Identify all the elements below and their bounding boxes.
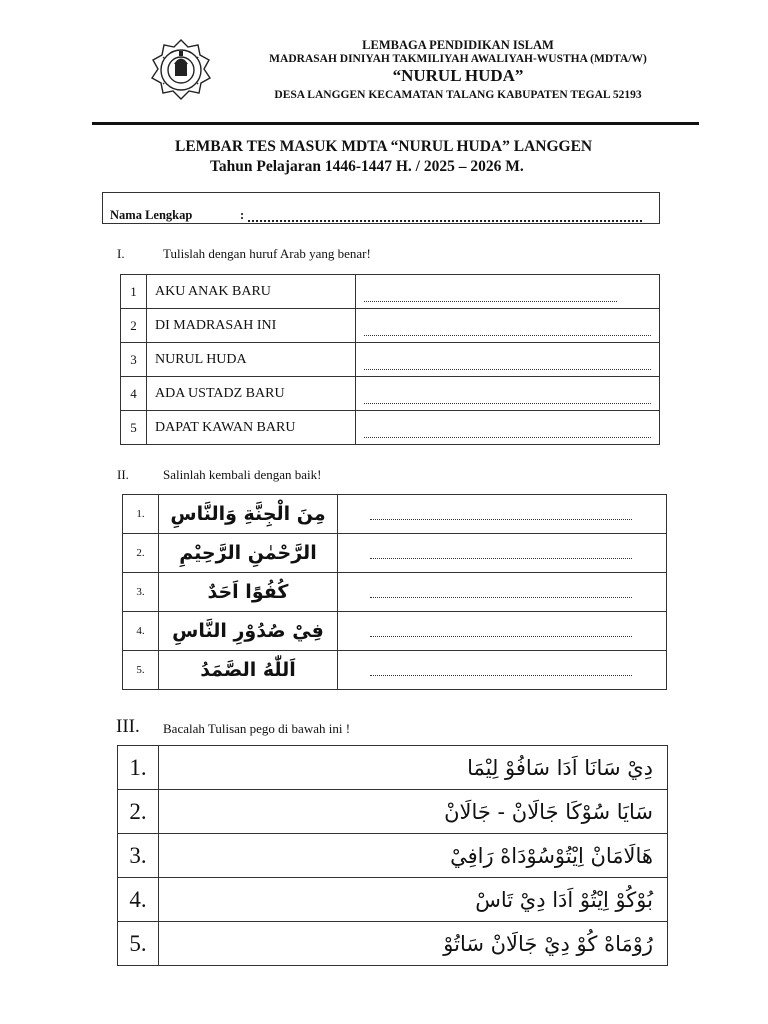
madrasah-name: MADRASAH DINIYAH TAKMILIYAH AWALIYAH-WUSTHA (MDTA/W) (269, 53, 647, 65)
table-row (121, 343, 660, 377)
section1-table (120, 274, 660, 445)
table-row (121, 275, 660, 309)
answer-line (364, 301, 617, 302)
pego-text: دِيْ سَانَا اَدَا سَافُوْ لِيْمَا (159, 746, 668, 790)
answer-cell[interactable] (338, 534, 667, 573)
arabic-text: الرَّحْمٰنِ الرَّحِيْمِ (159, 534, 338, 573)
pego-text: بُوْكُوْ اِيْتُوْ اَدَا دِيْ تَاسْ (159, 878, 668, 922)
table-row (123, 573, 667, 612)
svg-text:✦: ✦ (196, 55, 200, 60)
name-label: Nama Lengkap (110, 208, 193, 222)
section2-instruction: Salinlah kembali dengan baik! (163, 467, 322, 482)
header-divider (92, 122, 699, 125)
row-number: 1. (123, 495, 159, 534)
table-row (118, 790, 668, 834)
row-number: 2. (118, 790, 159, 834)
table-row (118, 834, 668, 878)
school-name: “NURUL HUDA” (392, 66, 524, 85)
table-row (118, 746, 668, 790)
row-number: 1. (118, 746, 159, 790)
answer-line (364, 335, 651, 336)
answer-line (364, 403, 651, 404)
row-number: 4 (121, 377, 147, 411)
section3-table (117, 745, 668, 966)
arabic-text: اَللّٰهُ الصَّمَدُ (159, 651, 338, 690)
table-row (118, 922, 668, 966)
phrase-text: DI MADRASAH INI (147, 309, 356, 343)
phrase-text: ADA USTADZ BARU (147, 377, 356, 411)
pego-text: سَايَا سُوْكَا جَالَانْ - جَالَانْ (159, 790, 668, 834)
row-number: 3. (123, 573, 159, 612)
answer-cell[interactable] (356, 275, 660, 309)
svg-text:✦: ✦ (196, 81, 200, 86)
section3-number: III. (116, 716, 140, 737)
section2-number: II. (117, 467, 129, 482)
table-row (118, 878, 668, 922)
answer-cell[interactable] (338, 651, 667, 690)
phrase-text: AKU ANAK BARU (147, 275, 356, 309)
phrase-text: NURUL HUDA (147, 343, 356, 377)
answer-cell[interactable] (356, 411, 660, 445)
row-number: 3 (121, 343, 147, 377)
answer-line (370, 558, 632, 559)
section1-instruction: Tulislah dengan huruf Arab yang benar! (163, 246, 371, 261)
pego-text: هَالَامَانْ اِيْتُوْسُوْدَاهْ رَافِيْ (159, 834, 668, 878)
section1-number: I. (117, 246, 125, 261)
test-title: LEMBAR TES MASUK MDTA “NURUL HUDA” LANGGEN (175, 138, 593, 155)
academic-year: Tahun Pelajaran 1446-1447 H. / 2025 – 2026 M. (210, 158, 524, 175)
row-number: 4. (118, 878, 159, 922)
table-row (121, 377, 660, 411)
answer-cell[interactable] (338, 612, 667, 651)
section3-instruction: Bacalah Tulisan pego di bawah ini ! (163, 721, 351, 736)
table-row (123, 534, 667, 573)
table-row (123, 651, 667, 690)
row-number: 2 (121, 309, 147, 343)
table-row (123, 495, 667, 534)
row-number: 4. (123, 612, 159, 651)
table-row (121, 411, 660, 445)
answer-line (370, 675, 632, 676)
answer-cell[interactable] (356, 309, 660, 343)
table-row (121, 309, 660, 343)
row-number: 5 (121, 411, 147, 445)
svg-text:✦: ✦ (162, 55, 166, 60)
table-row (123, 612, 667, 651)
row-number: 5. (123, 651, 159, 690)
row-number: 2. (123, 534, 159, 573)
svg-text:✦: ✦ (162, 81, 166, 86)
name-answer-line[interactable] (248, 210, 642, 222)
answer-cell[interactable] (338, 573, 667, 612)
answer-cell[interactable] (356, 343, 660, 377)
arabic-text: مِنَ الْجِنَّةِ وَالنَّاسِ (159, 495, 338, 534)
answer-cell[interactable] (356, 377, 660, 411)
answer-line (370, 636, 632, 637)
arabic-text: كُفُوًا اَحَدٌ (159, 573, 338, 612)
answer-line (364, 437, 651, 438)
school-seal-logo (146, 37, 216, 103)
phrase-text: DAPAT KAWAN BARU (147, 411, 356, 445)
pego-text: رُوْمَاهْ كُوْ دِيْ جَالَانْ سَاتُوْ (159, 922, 668, 966)
answer-cell[interactable] (338, 495, 667, 534)
answer-line (370, 597, 632, 598)
arabic-text: فِيْ صُدُوْرِ النَّاسِ (159, 612, 338, 651)
institution-name: LEMBAGA PENDIDIKAN ISLAM (362, 38, 554, 52)
row-number: 3. (118, 834, 159, 878)
row-number: 5. (118, 922, 159, 966)
section2-table (122, 494, 667, 690)
school-address: DESA LANGGEN KECAMATAN TALANG KABUPATEN TEGAL 52193 (274, 89, 642, 101)
row-number: 1 (121, 275, 147, 309)
name-colon: : (240, 208, 245, 222)
answer-line (370, 519, 632, 520)
answer-line (364, 369, 651, 370)
